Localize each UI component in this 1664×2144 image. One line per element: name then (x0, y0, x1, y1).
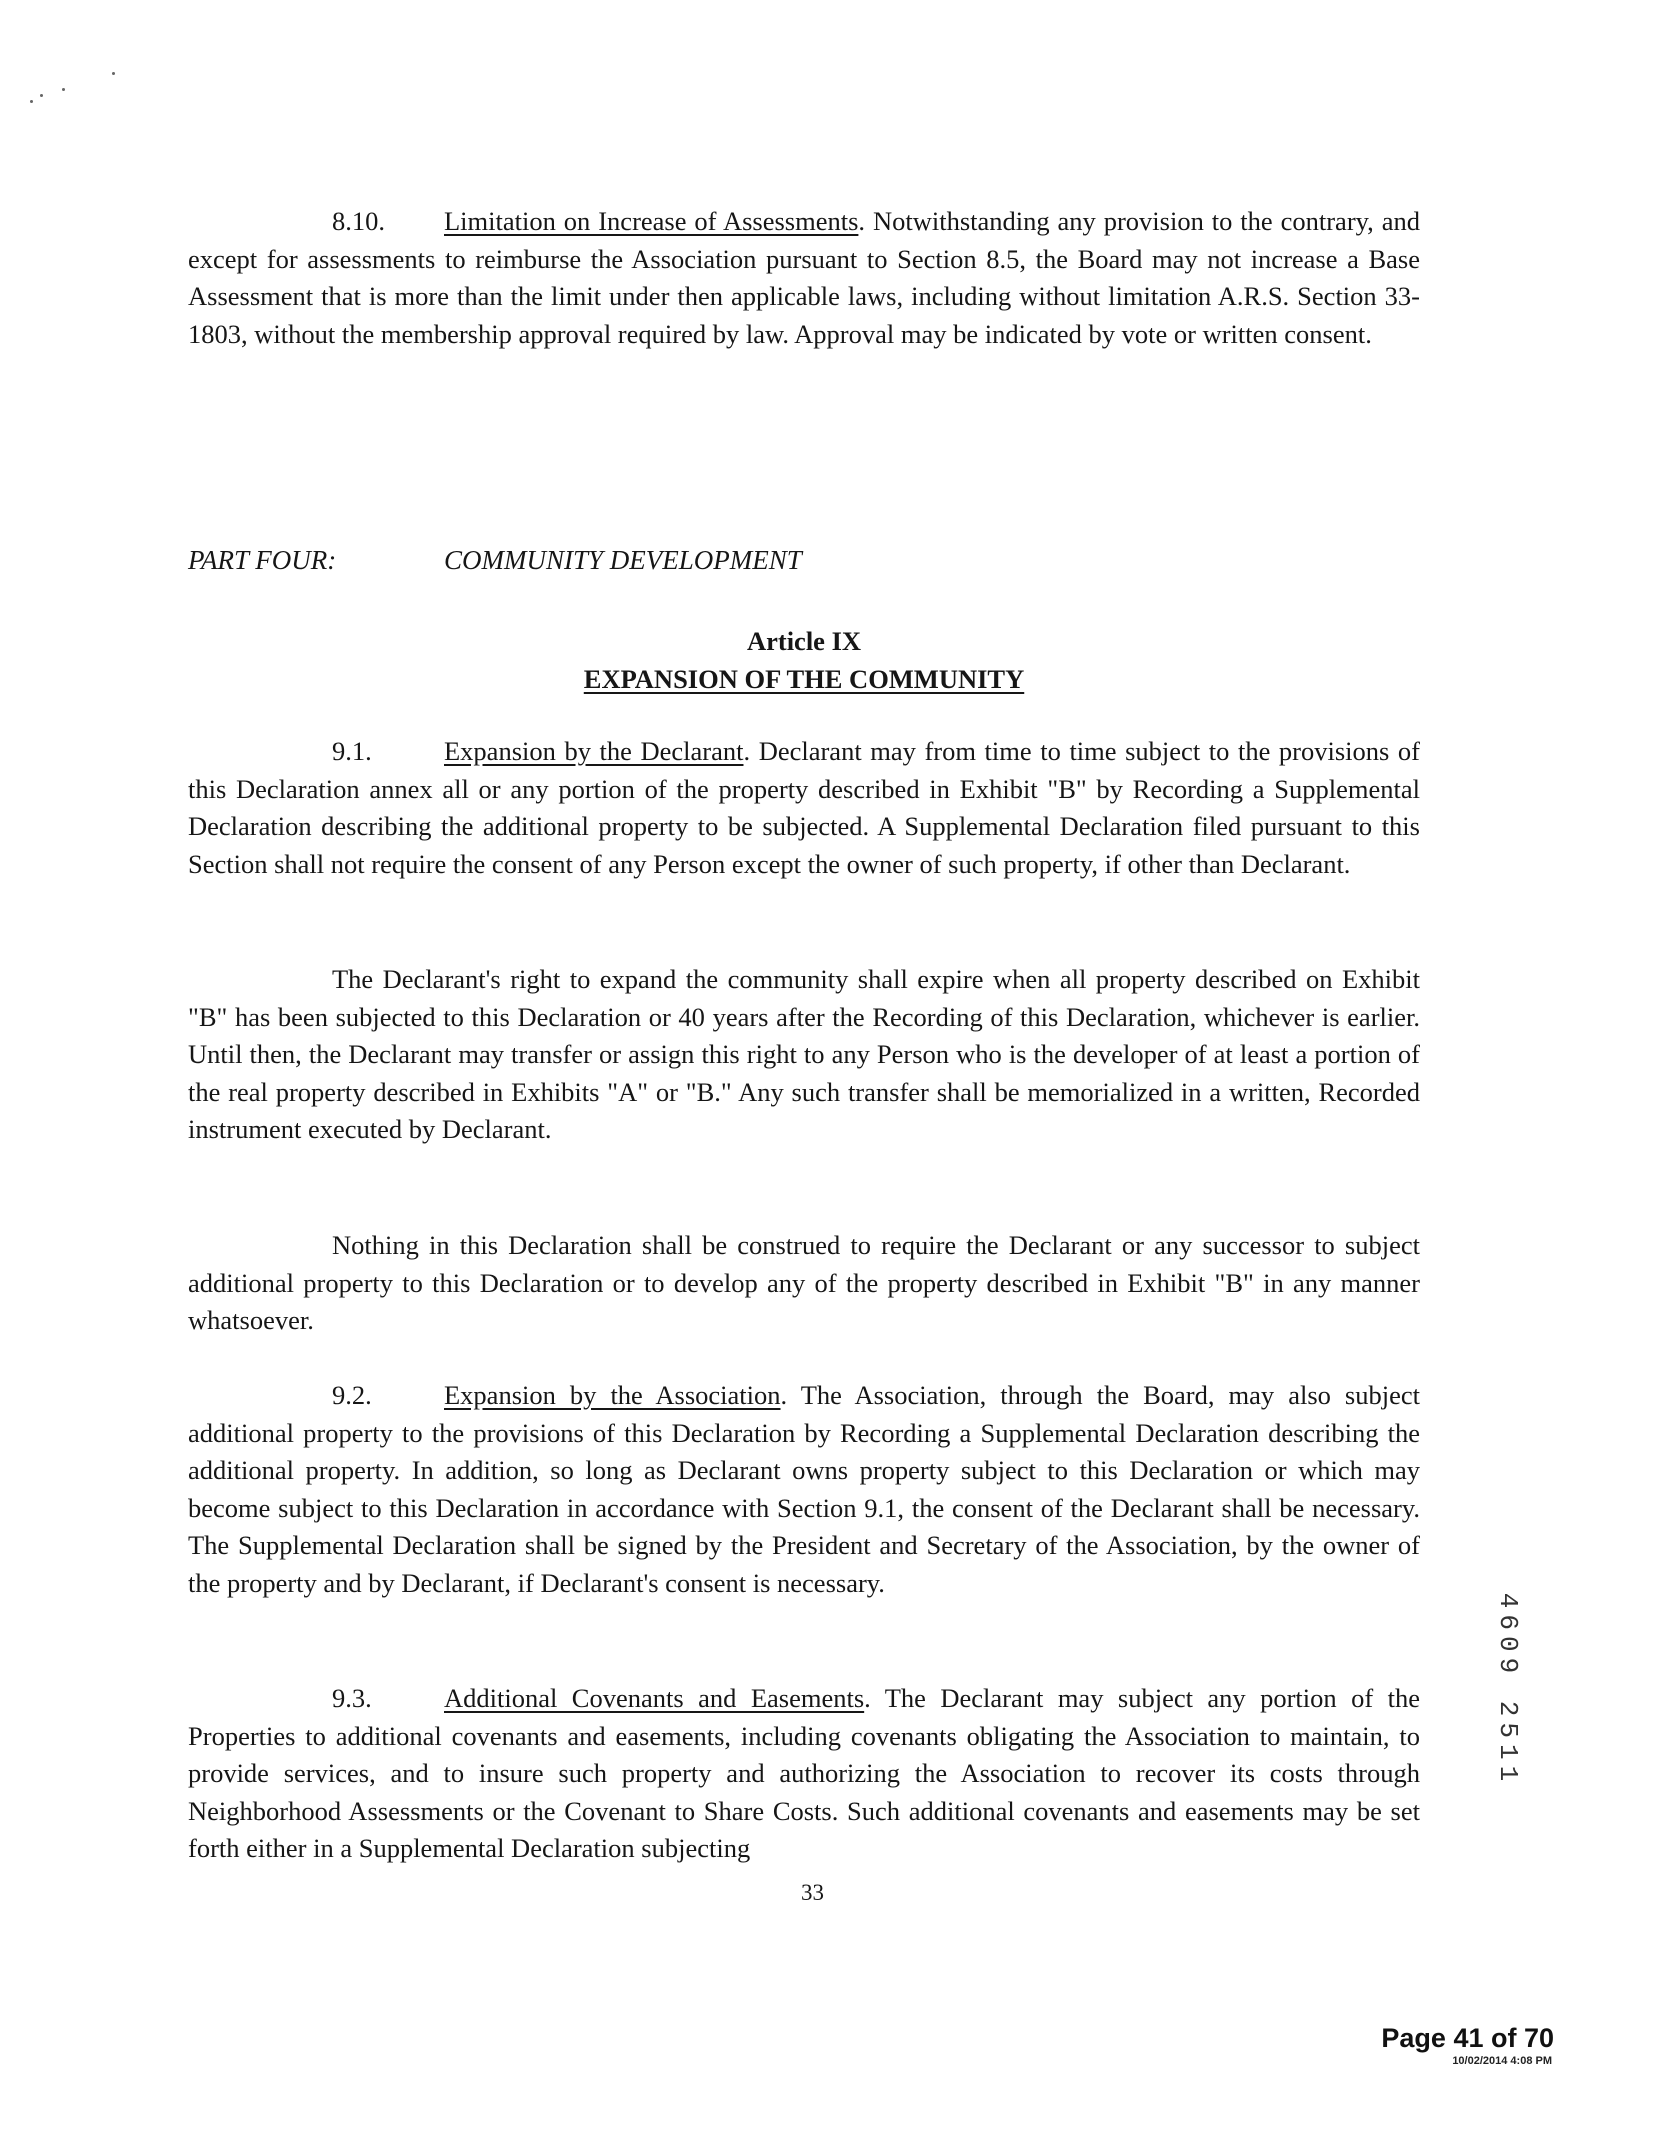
article-title: EXPANSION OF THE COMMUNITY (583, 664, 1025, 694)
page-count-stamp: Page 41 of 70 (1381, 2023, 1554, 2053)
recording-number: 4609 2511 (1493, 1592, 1523, 1788)
section-9-1-paragraph-2 (188, 961, 1420, 1149)
section-heading: Expansion by the Association (444, 1380, 781, 1410)
scan-speck (62, 88, 65, 91)
section-number: 9.2. (332, 1380, 372, 1410)
section-heading: Limitation on Increase of Assessments (444, 206, 859, 236)
section-8-10-paragraph (188, 203, 1420, 353)
section-9-2-paragraph (188, 1377, 1420, 1602)
section-9-1-paragraph (188, 733, 1420, 883)
section-number: 8.10. (332, 206, 385, 236)
section-9-3 (188, 1680, 1420, 1868)
section-9-2 (188, 1377, 1420, 1602)
paragraph-text: Nothing in this Declaration shall be construed to require the Declarant or any successor to subject additional property to this Declaration or to develop any of the property described in Exhibit "B" in any manner whatsoever. (188, 1230, 1420, 1335)
section-9-1-paragraph-3 (188, 1227, 1420, 1340)
article-number: Article IX (746, 626, 862, 656)
section-9-1 (188, 733, 1420, 883)
section-heading: Expansion by the Declarant (444, 736, 744, 766)
scan-speck (112, 72, 115, 75)
page-number: 33 (801, 1880, 824, 1905)
paragraph-text: The Declarant's right to expand the community shall expire when all property described on Exhibit "B" has been subjected to this Declaration or 40 years after the Recording of this Declaration, whichever is earlier. Until then, the Declarant may transfer or assign this right to any Person who is the developer of at least a portion of the real property described in Exhibits "A" or "B." Any such transfer shall be memorialized in a written, Recorded instrument executed by Declarant. (188, 964, 1420, 1144)
article-heading (188, 622, 1420, 698)
section-number: 9.3. (332, 1683, 372, 1713)
part-heading (188, 545, 802, 576)
section-number: 9.1. (332, 736, 372, 766)
scan-speck (30, 100, 33, 103)
section-body: . Notwithstanding any provision to the contrary, and except for assessments to reimburse the Association pursuant to Section 8.5, the Board may not increase a Base Assessment that is more than the limit under then applicable laws, including without limitation A.R.S. Section 33-1803, without the membership approval required by law. Approval may be indicated by vote or written consent. (188, 206, 1420, 349)
timestamp-stamp: 10/02/2014 4:08 PM (1452, 2055, 1552, 2067)
part-label: PART FOUR: (188, 545, 337, 575)
section-9-3-paragraph (188, 1680, 1420, 1868)
section-body: . Declarant may from time to time subject to the provisions of this Declaration annex all or any portion of the property described in Exhibit "B" by Recording a Supplemental Declaration describing the additional property to be subjected. A Supplemental Declaration filed pursuant to this Section shall not require the consent of any Person except the owner of such property, if other than Declarant. (188, 736, 1421, 879)
scan-speck (40, 94, 43, 97)
recording-stamp (1478, 1520, 1538, 1860)
section-heading: Additional Covenants and Easements (444, 1683, 865, 1713)
section-body: . The Association, through the Board, may also subject additional property to the provisions of this Declaration by Recording a Supplemental Declaration describing the additional property. In addition, so long as Declarant owns property subject to this Declaration or which may become subject to this Declaration in accordance with Section 9.1, the consent of the Declarant shall be necessary. The Supplemental Declaration shall be signed by the President and Secretary of the Association, by the owner of the property and by Declarant, if Declarant's consent is necessary. (188, 1380, 1420, 1598)
part-title: COMMUNITY DEVELOPMENT (444, 545, 802, 575)
section-8-10 (188, 203, 1420, 353)
section-body: . The Declarant may subject any portion of the Properties to additional covenants and easements, including covenants obligating the Association to maintain, to provide services, and to insure such property and authorizing the Association to recover its costs through Neighborhood Assessments or the Covenant to Share Costs. Such additional covenants and easements may be set forth either in a Supplemental Declaration subjecting (188, 1683, 1421, 1863)
